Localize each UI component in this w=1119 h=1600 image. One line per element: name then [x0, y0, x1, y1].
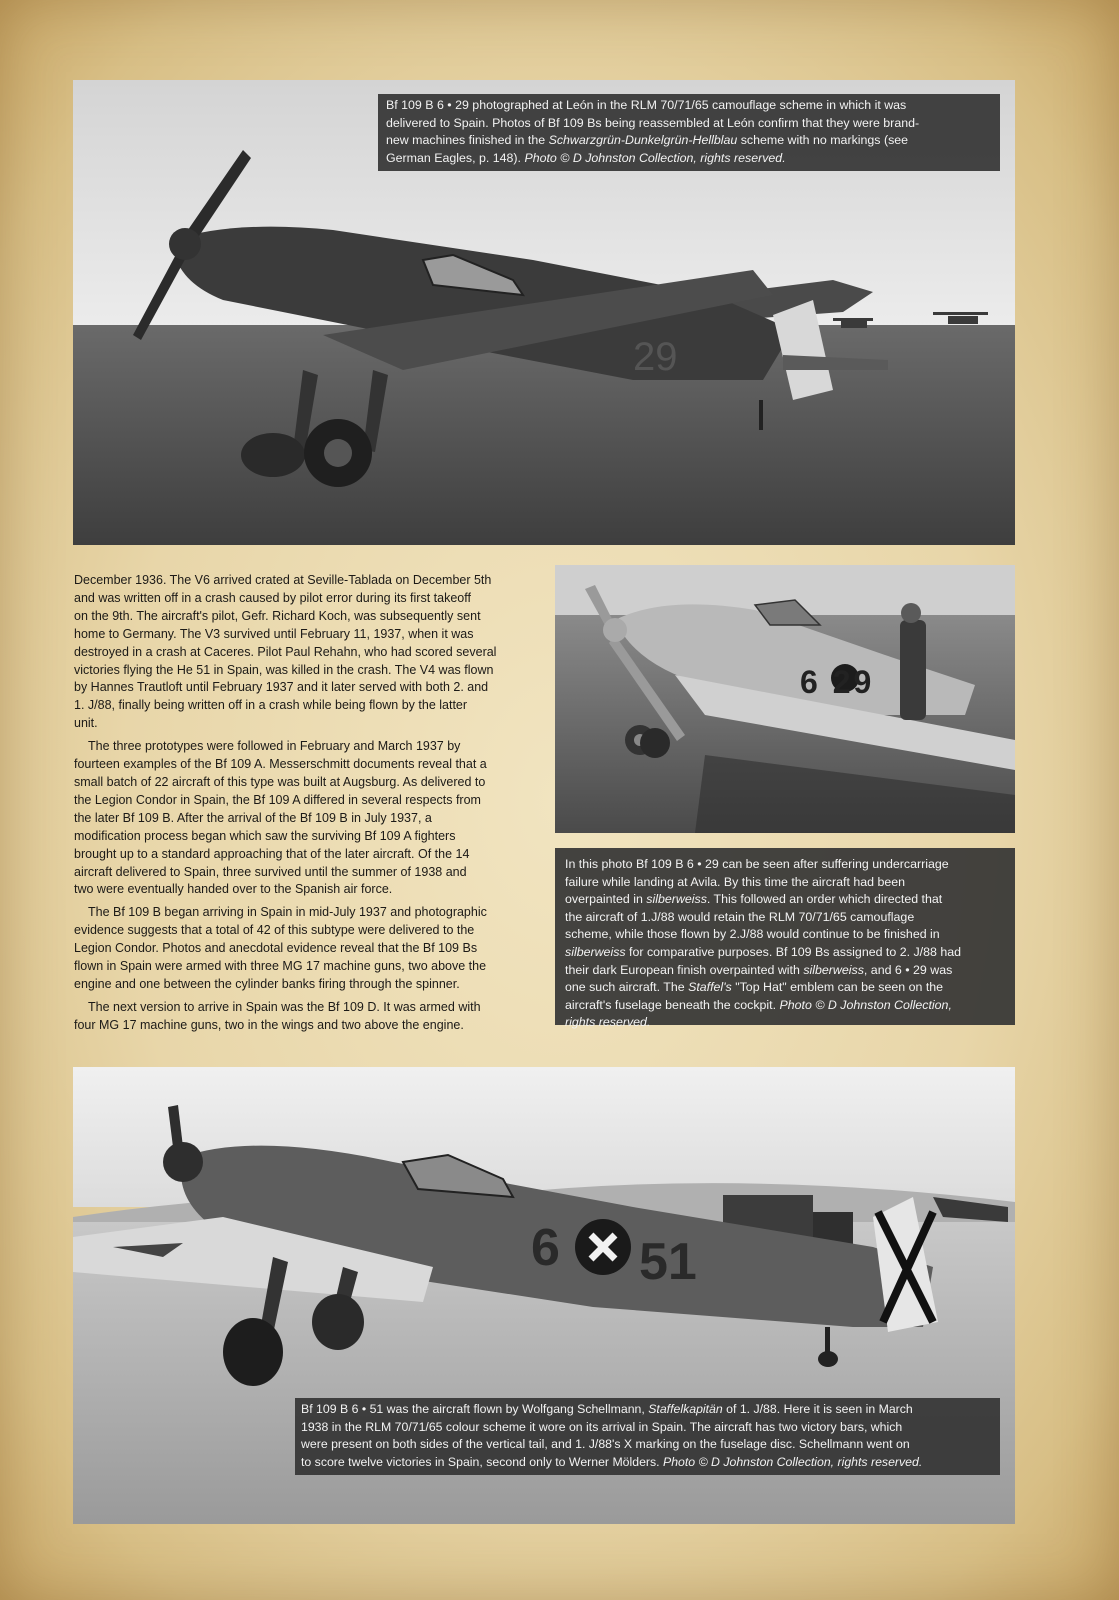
caption-run: . This followed an order which directed that — [706, 892, 943, 907]
text-line: The three prototypes were followed in February and March 1937 by — [88, 739, 461, 754]
caption-run: Bf 109 B 6 • 51 was the aircraft flown by Wolfgang Schellmann, — [301, 1402, 649, 1416]
text-line: four MG 17 machine guns, two in the wings and two above the engine. — [74, 1017, 464, 1032]
caption-italic-run: silberweiss — [646, 892, 707, 907]
caption-line — [386, 132, 992, 150]
caption-run: overpainted in — [565, 892, 647, 907]
text-line: modification process began which saw the surviving Bf 109 A fighters — [74, 828, 456, 843]
paragraph-2 — [74, 738, 544, 899]
caption-italic-run: silberweiss — [803, 962, 864, 977]
caption-run: In this photo Bf 109 B 6 • 29 can be seen after suffering undercarriage — [565, 857, 949, 871]
text-line: on the 9th. The aircraft's pilot, Gefr. Richard Koch, was subsequently sent — [74, 608, 481, 623]
caption-run: 1938 in the RLM 70/71/65 colour scheme it wore on its arrival in Spain. The aircraft has two victory bars, which — [301, 1419, 903, 1434]
caption-run: , and 6 • 29 was — [863, 962, 953, 977]
caption-run: Bf 109 B 6 • 29 photographed at León in the RLM 70/71/65 camouflage scheme in which it was — [386, 98, 907, 112]
caption-run: were present on both sides of the vertical tail, and 1. J/88's X marking on the fuselage disc. Schellmann went on — [301, 1437, 910, 1452]
caption-line — [565, 1014, 1005, 1032]
text-line: small batch of 22 aircraft of this type was built at Augsburg. As delivered to — [74, 774, 486, 789]
text-line: Legion Condor. Photos and anecdotal evidence reveal that the Bf 109 Bs — [74, 941, 478, 956]
caption-run: new machines finished in the — [386, 133, 549, 148]
paragraph-3 — [74, 904, 544, 994]
caption-italic-run: Photo © D Johnston Collection, — [779, 997, 952, 1012]
text-line: flown in Spain were armed with three MG 17 machine guns, two above the — [74, 959, 487, 974]
text-line: by Hannes Trautloft until February 1937 and it later served with both 2. and — [74, 680, 489, 695]
caption-run: of 1. J/88. Here it is seen in March — [722, 1402, 913, 1416]
text-line: two were eventually handed over to the Spanish air force. — [74, 882, 393, 897]
caption-run: to score twelve victories in Spain, second only to Werner Mölders. — [301, 1454, 664, 1469]
text-line: the later Bf 109 B. After the arrival of the Bf 109 B in July 1937, a — [74, 810, 432, 825]
caption-italic-run: Staffelkapitän — [648, 1402, 723, 1416]
caption-run: the aircraft of 1.J/88 would retain the RLM 70/71/65 camouflage — [565, 909, 915, 924]
caption-line — [565, 856, 1005, 874]
caption-italic-run: Staffel's — [688, 980, 732, 995]
text-line: 1. J/88, finally being written off in a crash while being flown by the latter — [74, 698, 468, 713]
caption-italic-run: Photo © D Johnston Collection, rights reserved. — [663, 1454, 923, 1469]
caption-run: one such aircraft. The — [565, 980, 689, 995]
caption-line — [301, 1419, 994, 1437]
caption-run: scheme with no markings (see — [737, 133, 909, 148]
caption-line — [301, 1454, 994, 1472]
photo-middle-caption — [555, 848, 1015, 1030]
text-line: The Bf 109 B began arriving in Spain in mid-July 1937 and photographic — [88, 905, 487, 920]
photo-bottom — [73, 1067, 1015, 1524]
caption-italic-run: rights reserved. — [565, 1015, 651, 1030]
paragraph-4 — [74, 999, 544, 1035]
caption-run: failure while landing at Avila. By this time the aircraft had been — [565, 874, 906, 889]
caption-line — [565, 944, 1005, 962]
caption-run: German Eagles, p. 148). — [386, 150, 525, 165]
caption-line — [301, 1436, 994, 1454]
photo-bottom-caption — [295, 1398, 1000, 1475]
paragraph-1 — [74, 572, 544, 733]
caption-line — [386, 150, 992, 168]
caption-run: scheme, while those flown by 2.J/88 would continue to be finished in — [565, 927, 940, 942]
caption-line — [565, 926, 1005, 944]
text-line: destroyed in a crash at Caceres. Pilot Paul Rehahn, who had scored several — [74, 644, 497, 659]
caption-run: their dark European finish overpainted with — [565, 962, 804, 977]
caption-line — [565, 979, 1005, 997]
text-line: December 1936. The V6 arrived crated at Seville-Tablada on December 5th — [74, 573, 492, 587]
caption-line — [301, 1401, 994, 1419]
text-line: and was written off in a crash caused by pilot error during its first takeoff — [74, 590, 471, 605]
article-body — [74, 572, 544, 1040]
fuselage-code: 6 29 — [800, 664, 875, 700]
photo-middle — [555, 565, 1015, 833]
text-line: unit. — [74, 716, 98, 731]
text-line: engine and one between the cylinder banks firing through the spinner. — [74, 976, 460, 991]
caption-line — [565, 874, 1005, 892]
caption-line — [386, 115, 992, 133]
caption-line — [565, 909, 1005, 927]
text-line: brought up to a standard approaching that of the later aircraft. Of the 14 — [74, 846, 470, 861]
photo-top-caption — [378, 94, 1000, 171]
text-line: fourteen examples of the Bf 109 A. Messerschmitt documents reveal that a — [74, 757, 487, 772]
caption-run: aircraft's fuselage beneath the cockpit. — [565, 997, 780, 1012]
photo-top — [73, 80, 1015, 545]
text-line: victories flying the He 51 in Spain, was killed in the crash. The V4 was flown — [74, 662, 494, 677]
caption-line — [565, 891, 1005, 909]
caption-run: "Top Hat" emblem can be seen on the — [731, 980, 944, 995]
caption-italic-run: silberweiss — [565, 944, 626, 959]
caption-italic-run: Schwarzgrün-Dunkelgrün-Hellblau — [548, 133, 738, 148]
photo-middle-image — [555, 565, 1015, 833]
fuselage-code-right: 51 — [639, 1233, 697, 1291]
text-line: home to Germany. The V3 survived until February 11, 1937, when it was — [74, 626, 474, 641]
svg-text:29: 29 — [633, 335, 678, 379]
caption-line — [386, 97, 992, 115]
text-line: The next version to arrive in Spain was the Bf 109 D. It was armed with — [88, 999, 481, 1014]
text-line: evidence suggests that a total of 42 of this subtype were delivered to the — [74, 923, 475, 938]
caption-run: delivered to Spain. Photos of Bf 109 Bs being reassembled at León confirm that they were brand- — [386, 115, 920, 130]
caption-italic-run: Photo © D Johnston Collection, rights reserved. — [524, 150, 786, 165]
text-line: aircraft delivered to Spain, three survived until the summer of 1938 and — [74, 864, 467, 879]
text-line: the Legion Condor in Spain, the Bf 109 A differed in several respects from — [74, 792, 481, 807]
caption-line — [565, 962, 1005, 980]
caption-run: for comparative purposes. Bf 109 Bs assigned to 2. J/88 had — [625, 944, 962, 959]
fuselage-code-left: 6 — [531, 1219, 560, 1277]
caption-line — [565, 997, 1005, 1015]
